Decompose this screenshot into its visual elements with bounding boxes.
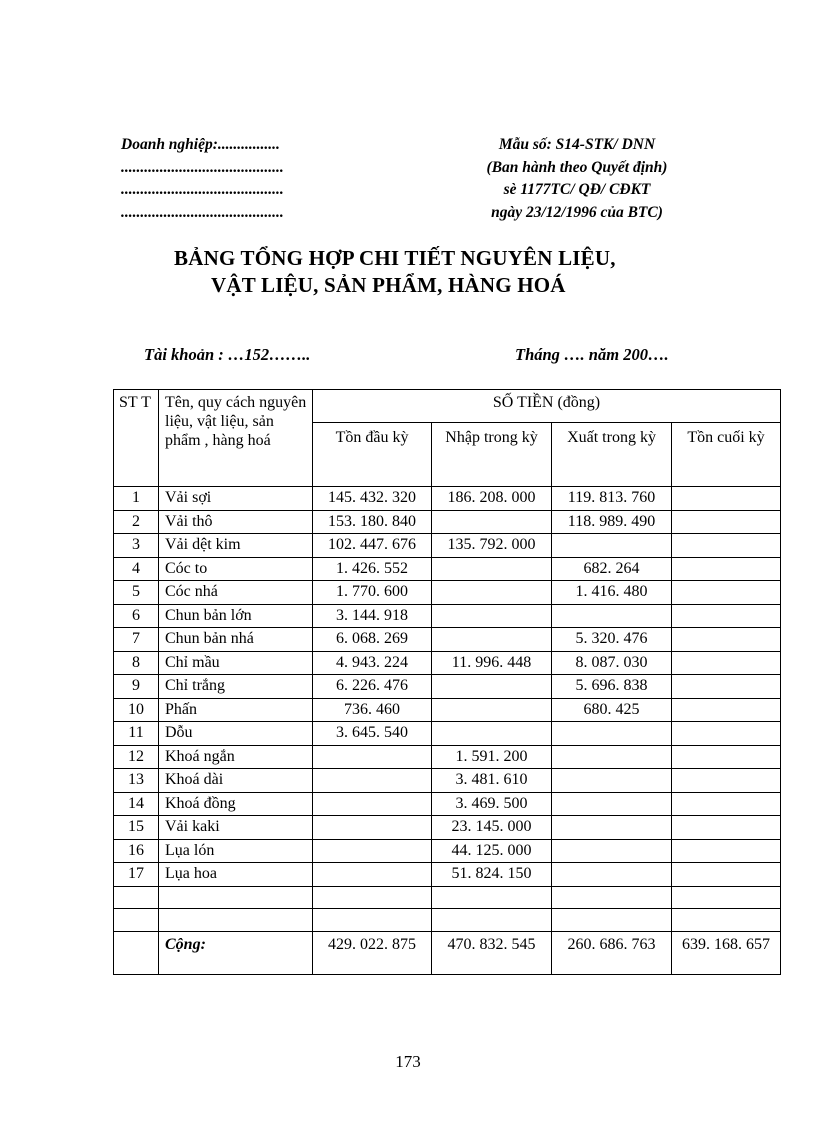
cell-name: Lụa lón bbox=[159, 839, 313, 863]
company-address-line-3: .......................................... bbox=[121, 181, 284, 198]
table-row bbox=[114, 534, 781, 558]
table-row bbox=[114, 487, 781, 511]
cell-opening: 1. 770. 600 bbox=[313, 581, 432, 605]
cell-name: Vải sợi bbox=[159, 487, 313, 511]
table-row bbox=[114, 816, 781, 840]
cell-opening bbox=[313, 745, 432, 769]
cell-opening bbox=[313, 792, 432, 816]
reporting-period: Tháng …. năm 200…. bbox=[515, 345, 669, 364]
company-address-line-4: .......................................... bbox=[121, 203, 284, 221]
cell-import: 1. 591. 200 bbox=[432, 745, 552, 769]
cell-opening bbox=[313, 839, 432, 863]
cell-no: 10 bbox=[114, 698, 159, 722]
cell-import bbox=[432, 628, 552, 652]
cell-export: 118. 989. 490 bbox=[552, 510, 672, 534]
table-body bbox=[114, 487, 781, 887]
cell-import: 44. 125. 000 bbox=[432, 839, 552, 863]
cell-import: 11. 996. 448 bbox=[432, 651, 552, 675]
cell-import: 186. 208. 000 bbox=[432, 487, 552, 511]
cell-closing bbox=[672, 675, 781, 699]
cell-name: Vải thô bbox=[159, 510, 313, 534]
cell-no: 3 bbox=[114, 534, 159, 558]
cell-opening bbox=[313, 769, 432, 793]
cell-opening: 1. 426. 552 bbox=[313, 557, 432, 581]
header-name: Tên, quy cách nguyên liệu, vật liệu, sản phẩm , hàng hoá bbox=[159, 390, 313, 487]
header-no: ST T bbox=[114, 390, 159, 487]
cell-closing bbox=[672, 487, 781, 511]
document-title-line-1: BẢNG TỔNG HỢP CHI TIẾT NGUYÊN LIỆU, bbox=[174, 246, 616, 270]
cell-name: Vải kaki bbox=[159, 816, 313, 840]
cell-export bbox=[552, 534, 672, 558]
table-row bbox=[114, 675, 781, 699]
cell-export: 1. 416. 480 bbox=[552, 581, 672, 605]
table-row bbox=[114, 628, 781, 652]
account-number: Tài khoản : …152…….. bbox=[144, 345, 311, 364]
cell-export: 119. 813. 760 bbox=[552, 487, 672, 511]
total-label: Cộng: bbox=[159, 931, 313, 974]
cell-export bbox=[552, 722, 672, 746]
form-number: Mẫu số: S14-STK/ DNN bbox=[498, 136, 656, 153]
cell-opening bbox=[313, 863, 432, 887]
cell-no: 8 bbox=[114, 651, 159, 675]
cell-name: Dỗu bbox=[159, 722, 313, 746]
table-row-empty bbox=[114, 886, 781, 909]
cell-import: 3. 469. 500 bbox=[432, 792, 552, 816]
cell-closing bbox=[672, 534, 781, 558]
cell-no: 7 bbox=[114, 628, 159, 652]
materials-summary-table bbox=[113, 389, 781, 975]
header-opening: Tồn đầu kỳ bbox=[313, 423, 432, 487]
cell-closing bbox=[672, 816, 781, 840]
company-address-line-2: .......................................... bbox=[121, 158, 284, 176]
cell-opening: 3. 144. 918 bbox=[313, 604, 432, 628]
cell-opening: 736. 460 bbox=[313, 698, 432, 722]
cell-closing bbox=[672, 792, 781, 816]
cell-export: 680. 425 bbox=[552, 698, 672, 722]
cell-no: 15 bbox=[114, 816, 159, 840]
table-row bbox=[114, 604, 781, 628]
total-opening: 429. 022. 875 bbox=[313, 931, 432, 974]
cell-export bbox=[552, 745, 672, 769]
cell-no: 9 bbox=[114, 675, 159, 699]
form-decision-number: sè 1177TC/ QĐ/ CĐKT bbox=[503, 181, 651, 198]
table-row-empty bbox=[114, 909, 781, 932]
cell-name: Chun bản lớn bbox=[159, 604, 313, 628]
cell-no: 4 bbox=[114, 557, 159, 581]
table-row bbox=[114, 651, 781, 675]
cell-import: 23. 145. 000 bbox=[432, 816, 552, 840]
total-export: 260. 686. 763 bbox=[552, 931, 672, 974]
cell-import bbox=[432, 698, 552, 722]
header-import: Nhập trong kỳ bbox=[432, 423, 552, 487]
cell-no: 14 bbox=[114, 792, 159, 816]
cell-name: Khoá ngắn bbox=[159, 745, 313, 769]
cell-closing bbox=[672, 651, 781, 675]
cell-name: Chỉ trắng bbox=[159, 675, 313, 699]
cell-name: Phấn bbox=[159, 698, 313, 722]
table-row-total bbox=[114, 931, 781, 974]
cell-import bbox=[432, 604, 552, 628]
cell-export bbox=[552, 816, 672, 840]
company-name-line: Doanh nghiệp:................ bbox=[121, 136, 280, 153]
cell-closing bbox=[672, 510, 781, 534]
total-closing: 639. 168. 657 bbox=[672, 931, 781, 974]
table-row bbox=[114, 745, 781, 769]
cell-name: Cóc to bbox=[159, 557, 313, 581]
cell-export bbox=[552, 792, 672, 816]
cell-export bbox=[552, 604, 672, 628]
cell-export: 5. 696. 838 bbox=[552, 675, 672, 699]
cell-no: 16 bbox=[114, 839, 159, 863]
cell-opening: 3. 645. 540 bbox=[313, 722, 432, 746]
form-issued-by: (Ban hành theo Quyết định) bbox=[486, 158, 668, 176]
cell-no: 17 bbox=[114, 863, 159, 887]
page-number: 173 bbox=[395, 1052, 421, 1071]
cell-name: Lụa hoa bbox=[159, 863, 313, 887]
cell-opening: 102. 447. 676 bbox=[313, 534, 432, 558]
cell-import bbox=[432, 722, 552, 746]
cell-closing bbox=[672, 722, 781, 746]
cell-closing bbox=[672, 698, 781, 722]
cell-import: 135. 792. 000 bbox=[432, 534, 552, 558]
cell-closing bbox=[672, 745, 781, 769]
table-row bbox=[114, 839, 781, 863]
table-row bbox=[114, 722, 781, 746]
cell-no: 13 bbox=[114, 769, 159, 793]
cell-opening: 6. 226. 476 bbox=[313, 675, 432, 699]
cell-import bbox=[432, 557, 552, 581]
cell-export: 5. 320. 476 bbox=[552, 628, 672, 652]
cell-no: 2 bbox=[114, 510, 159, 534]
cell-import bbox=[432, 510, 552, 534]
cell-export bbox=[552, 769, 672, 793]
cell-opening bbox=[313, 816, 432, 840]
table-row bbox=[114, 581, 781, 605]
cell-closing bbox=[672, 769, 781, 793]
cell-export bbox=[552, 839, 672, 863]
cell-name: Chỉ mầu bbox=[159, 651, 313, 675]
cell-closing bbox=[672, 581, 781, 605]
table-row bbox=[114, 863, 781, 887]
header-closing: Tồn cuối kỳ bbox=[672, 423, 781, 487]
form-decision-date: ngày 23/12/1996 của BTC) bbox=[491, 203, 663, 221]
cell-no: 12 bbox=[114, 745, 159, 769]
cell-export bbox=[552, 863, 672, 887]
cell-closing bbox=[672, 628, 781, 652]
header-amount-group: SỐ TIỀN (đồng) bbox=[313, 390, 781, 423]
table-row bbox=[114, 769, 781, 793]
cell-closing bbox=[672, 604, 781, 628]
cell-import: 51. 824. 150 bbox=[432, 863, 552, 887]
cell-name: Vải dệt kim bbox=[159, 534, 313, 558]
company-info-block bbox=[121, 134, 284, 224]
cell-name: Khoá dài bbox=[159, 769, 313, 793]
cell-closing bbox=[672, 839, 781, 863]
cell-name: Chun bản nhá bbox=[159, 628, 313, 652]
cell-no: 6 bbox=[114, 604, 159, 628]
cell-import bbox=[432, 675, 552, 699]
cell-closing bbox=[672, 557, 781, 581]
cell-opening: 4. 943. 224 bbox=[313, 651, 432, 675]
cell-export: 682. 264 bbox=[552, 557, 672, 581]
cell-opening: 6. 068. 269 bbox=[313, 628, 432, 652]
cell-opening: 145. 432. 320 bbox=[313, 487, 432, 511]
header-export: Xuất trong kỳ bbox=[552, 423, 672, 487]
cell-import bbox=[432, 581, 552, 605]
cell-opening: 153. 180. 840 bbox=[313, 510, 432, 534]
form-reference-block bbox=[462, 134, 692, 224]
document-title-line-2: VẬT LIỆU, SẢN PHẨM, HÀNG HOÁ bbox=[211, 273, 566, 297]
cell-export: 8. 087. 030 bbox=[552, 651, 672, 675]
table-row bbox=[114, 510, 781, 534]
cell-no: 1 bbox=[114, 487, 159, 511]
cell-closing bbox=[672, 863, 781, 887]
cell-name: Khoá đồng bbox=[159, 792, 313, 816]
total-import: 470. 832. 545 bbox=[432, 931, 552, 974]
table-row bbox=[114, 698, 781, 722]
cell-no: 11 bbox=[114, 722, 159, 746]
cell-import: 3. 481. 610 bbox=[432, 769, 552, 793]
cell-no: 5 bbox=[114, 581, 159, 605]
table-row bbox=[114, 792, 781, 816]
table-row bbox=[114, 557, 781, 581]
cell-name: Cóc nhá bbox=[159, 581, 313, 605]
